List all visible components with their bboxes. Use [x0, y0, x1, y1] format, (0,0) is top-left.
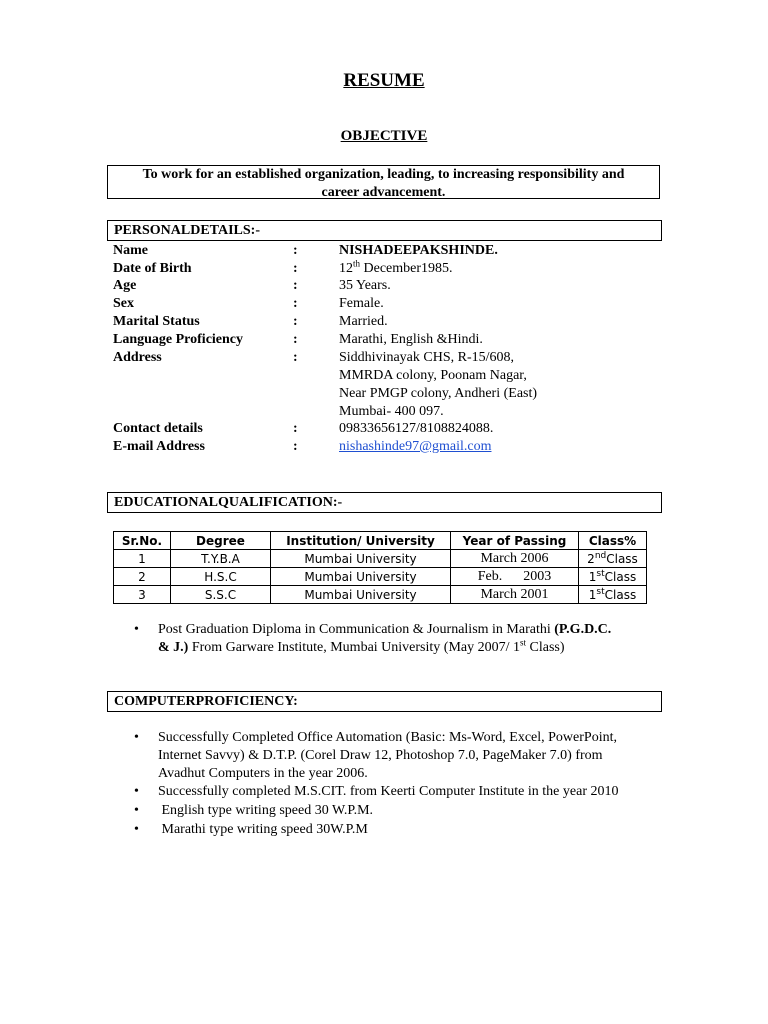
list-item [134, 729, 674, 783]
pd-row-email [113, 438, 663, 456]
table-row [114, 550, 647, 568]
address-line-3: Near PMGP colony, Andheri (East) [339, 386, 538, 401]
address-line-4: Mumbai- 400 097. [339, 404, 444, 419]
address-line-2: MMRDA colony, Poonam Nagar, [339, 368, 527, 383]
bullet-icon: • [134, 622, 139, 637]
list-item [134, 802, 674, 820]
language-value: Marathi, English &Hindi. [339, 332, 483, 347]
pg-text-a: Post Graduation Diploma in Communication & Journalism in Marathi [158, 622, 555, 637]
table-row [114, 586, 647, 604]
sr-cell: 3 [114, 586, 171, 604]
list-item [134, 621, 674, 657]
pd-row-name [113, 242, 663, 260]
pd-row-marital [113, 313, 663, 331]
sr-cell: 1 [114, 550, 171, 568]
class-num: 2 [587, 551, 595, 566]
email-link[interactable]: nishashinde97@gmail.com [339, 439, 492, 454]
marital-label: Marital Status [113, 314, 200, 329]
computer-item-1-line-1: Successfully Completed Office Automation (Basic: Ms-Word, Excel, PowerPoint, [158, 730, 617, 745]
degree-cell: H.S.C [171, 568, 271, 586]
email-label: E-mail Address [113, 439, 205, 454]
pg-suffix: st [520, 637, 527, 648]
age-label: Age [113, 278, 137, 293]
pd-row-sex [113, 295, 663, 313]
class-suffix: st [596, 586, 605, 597]
pg-text-b: From Garware Institute, Mumbai University (May 2007/ 1 [188, 640, 520, 655]
name-value: NISHADEEPAKSHINDE. [339, 243, 498, 258]
degree-cell: S.S.C [171, 586, 271, 604]
column-header: Class% [579, 532, 647, 550]
pg-bold-b: & J.) [158, 640, 189, 655]
pd-row-address-2 [113, 367, 663, 385]
education-header: EDUCATIONALQUALIFICATION:- [107, 492, 662, 513]
computer-item-4: Marathi type writing speed 30W.P.M [158, 822, 368, 837]
column-header: Sr.No. [114, 532, 171, 550]
pd-row-address-4 [113, 403, 663, 421]
class-word: Class [604, 587, 637, 602]
institution-cell: Mumbai University [271, 568, 451, 586]
class-word: Class [604, 569, 637, 584]
age-value: 35 Years. [339, 278, 391, 293]
pg-bold-a: (P.G.D.C. [554, 622, 612, 637]
dob-suffix: th [353, 258, 361, 269]
computer-list [134, 729, 674, 839]
dob-label: Date of Birth [113, 261, 192, 276]
resume-heading: RESUME [343, 70, 425, 91]
email-value [339, 438, 491, 456]
class-num: 1 [588, 587, 597, 602]
institution-cell: Mumbai University [271, 586, 451, 604]
colon: : [293, 278, 298, 293]
class-suffix: nd [594, 550, 607, 561]
education-table [113, 531, 647, 604]
pd-row-age [113, 277, 663, 295]
list-item [134, 783, 674, 801]
colon: : [293, 332, 298, 347]
computer-item-3: English type writing speed 30 W.P.M. [158, 803, 374, 818]
bullet-icon: • [134, 784, 139, 799]
degree-cell: T.Y.B.A [171, 550, 271, 568]
pd-row-address-3 [113, 385, 663, 403]
institution-cell: Mumbai University [271, 550, 451, 568]
marital-value: Married. [339, 314, 388, 329]
computer-item-2: Successfully completed M.S.CIT. from Keerti Computer Institute in the year 2010 [158, 784, 619, 799]
colon: : [293, 314, 298, 329]
pd-row-dob [113, 260, 663, 278]
address-line-1: Siddhivinayak CHS, R-15/608, [339, 350, 515, 365]
list-item [134, 821, 674, 839]
pd-row-contact [113, 420, 663, 438]
class-cell [579, 586, 647, 604]
objective-box [107, 165, 660, 199]
bullet-icon: • [134, 730, 139, 745]
sex-label: Sex [113, 296, 134, 311]
table-header-row [114, 532, 647, 550]
address-label: Address [113, 350, 162, 365]
sex-value: Female. [339, 296, 384, 311]
class-cell [579, 568, 647, 586]
column-header: Institution/ University [271, 532, 451, 550]
bullet-icon: • [134, 803, 139, 818]
year-cell: March 2006 [451, 550, 579, 568]
pd-row-address [113, 349, 663, 367]
table-row [114, 568, 647, 586]
personal-details-header: PERSONALDETAILS:- [107, 220, 662, 241]
contact-label: Contact details [113, 421, 203, 436]
computer-item-1-line-2: Internet Savvy) & D.T.P. (Corel Draw 12, Photoshop 7.0, PageMaker 7.0) from [158, 748, 603, 763]
class-suffix: st [596, 568, 605, 579]
colon: : [293, 421, 298, 436]
year-cell: March 2001 [451, 586, 579, 604]
sr-cell: 2 [114, 568, 171, 586]
colon: : [293, 243, 298, 258]
colon: : [293, 296, 298, 311]
colon: : [293, 350, 298, 365]
colon: : [293, 261, 298, 276]
column-header: Degree [171, 532, 271, 550]
pg-text-c: Class) [526, 640, 565, 655]
pd-row-language [113, 331, 663, 349]
year-cell: Feb. 2003 [451, 568, 579, 586]
computer-item-1-line-3: Avadhut Computers in the year 2006. [158, 766, 368, 781]
dob-value [339, 260, 453, 278]
dob-day: 12 [339, 261, 353, 276]
objective-line-2: career advancement. [321, 185, 446, 200]
column-header: Year of Passing [451, 532, 579, 550]
class-word: Class [606, 551, 638, 566]
language-label: Language Proficiency [113, 332, 244, 347]
contact-value: 09833656127/8108824088. [339, 421, 494, 436]
colon: : [293, 439, 298, 454]
class-cell [579, 550, 647, 568]
objective-title: OBJECTIVE [340, 128, 428, 144]
bullet-icon: • [134, 822, 139, 837]
computer-header: COMPUTERPROFICIENCY: [107, 691, 662, 712]
dob-rest: December1985. [360, 261, 453, 276]
class-num: 1 [588, 569, 597, 584]
name-label: Name [113, 243, 148, 258]
objective-line-1: To work for an established organization, leading, to increasing responsibility and [142, 167, 625, 182]
pg-diploma-list [134, 621, 674, 657]
